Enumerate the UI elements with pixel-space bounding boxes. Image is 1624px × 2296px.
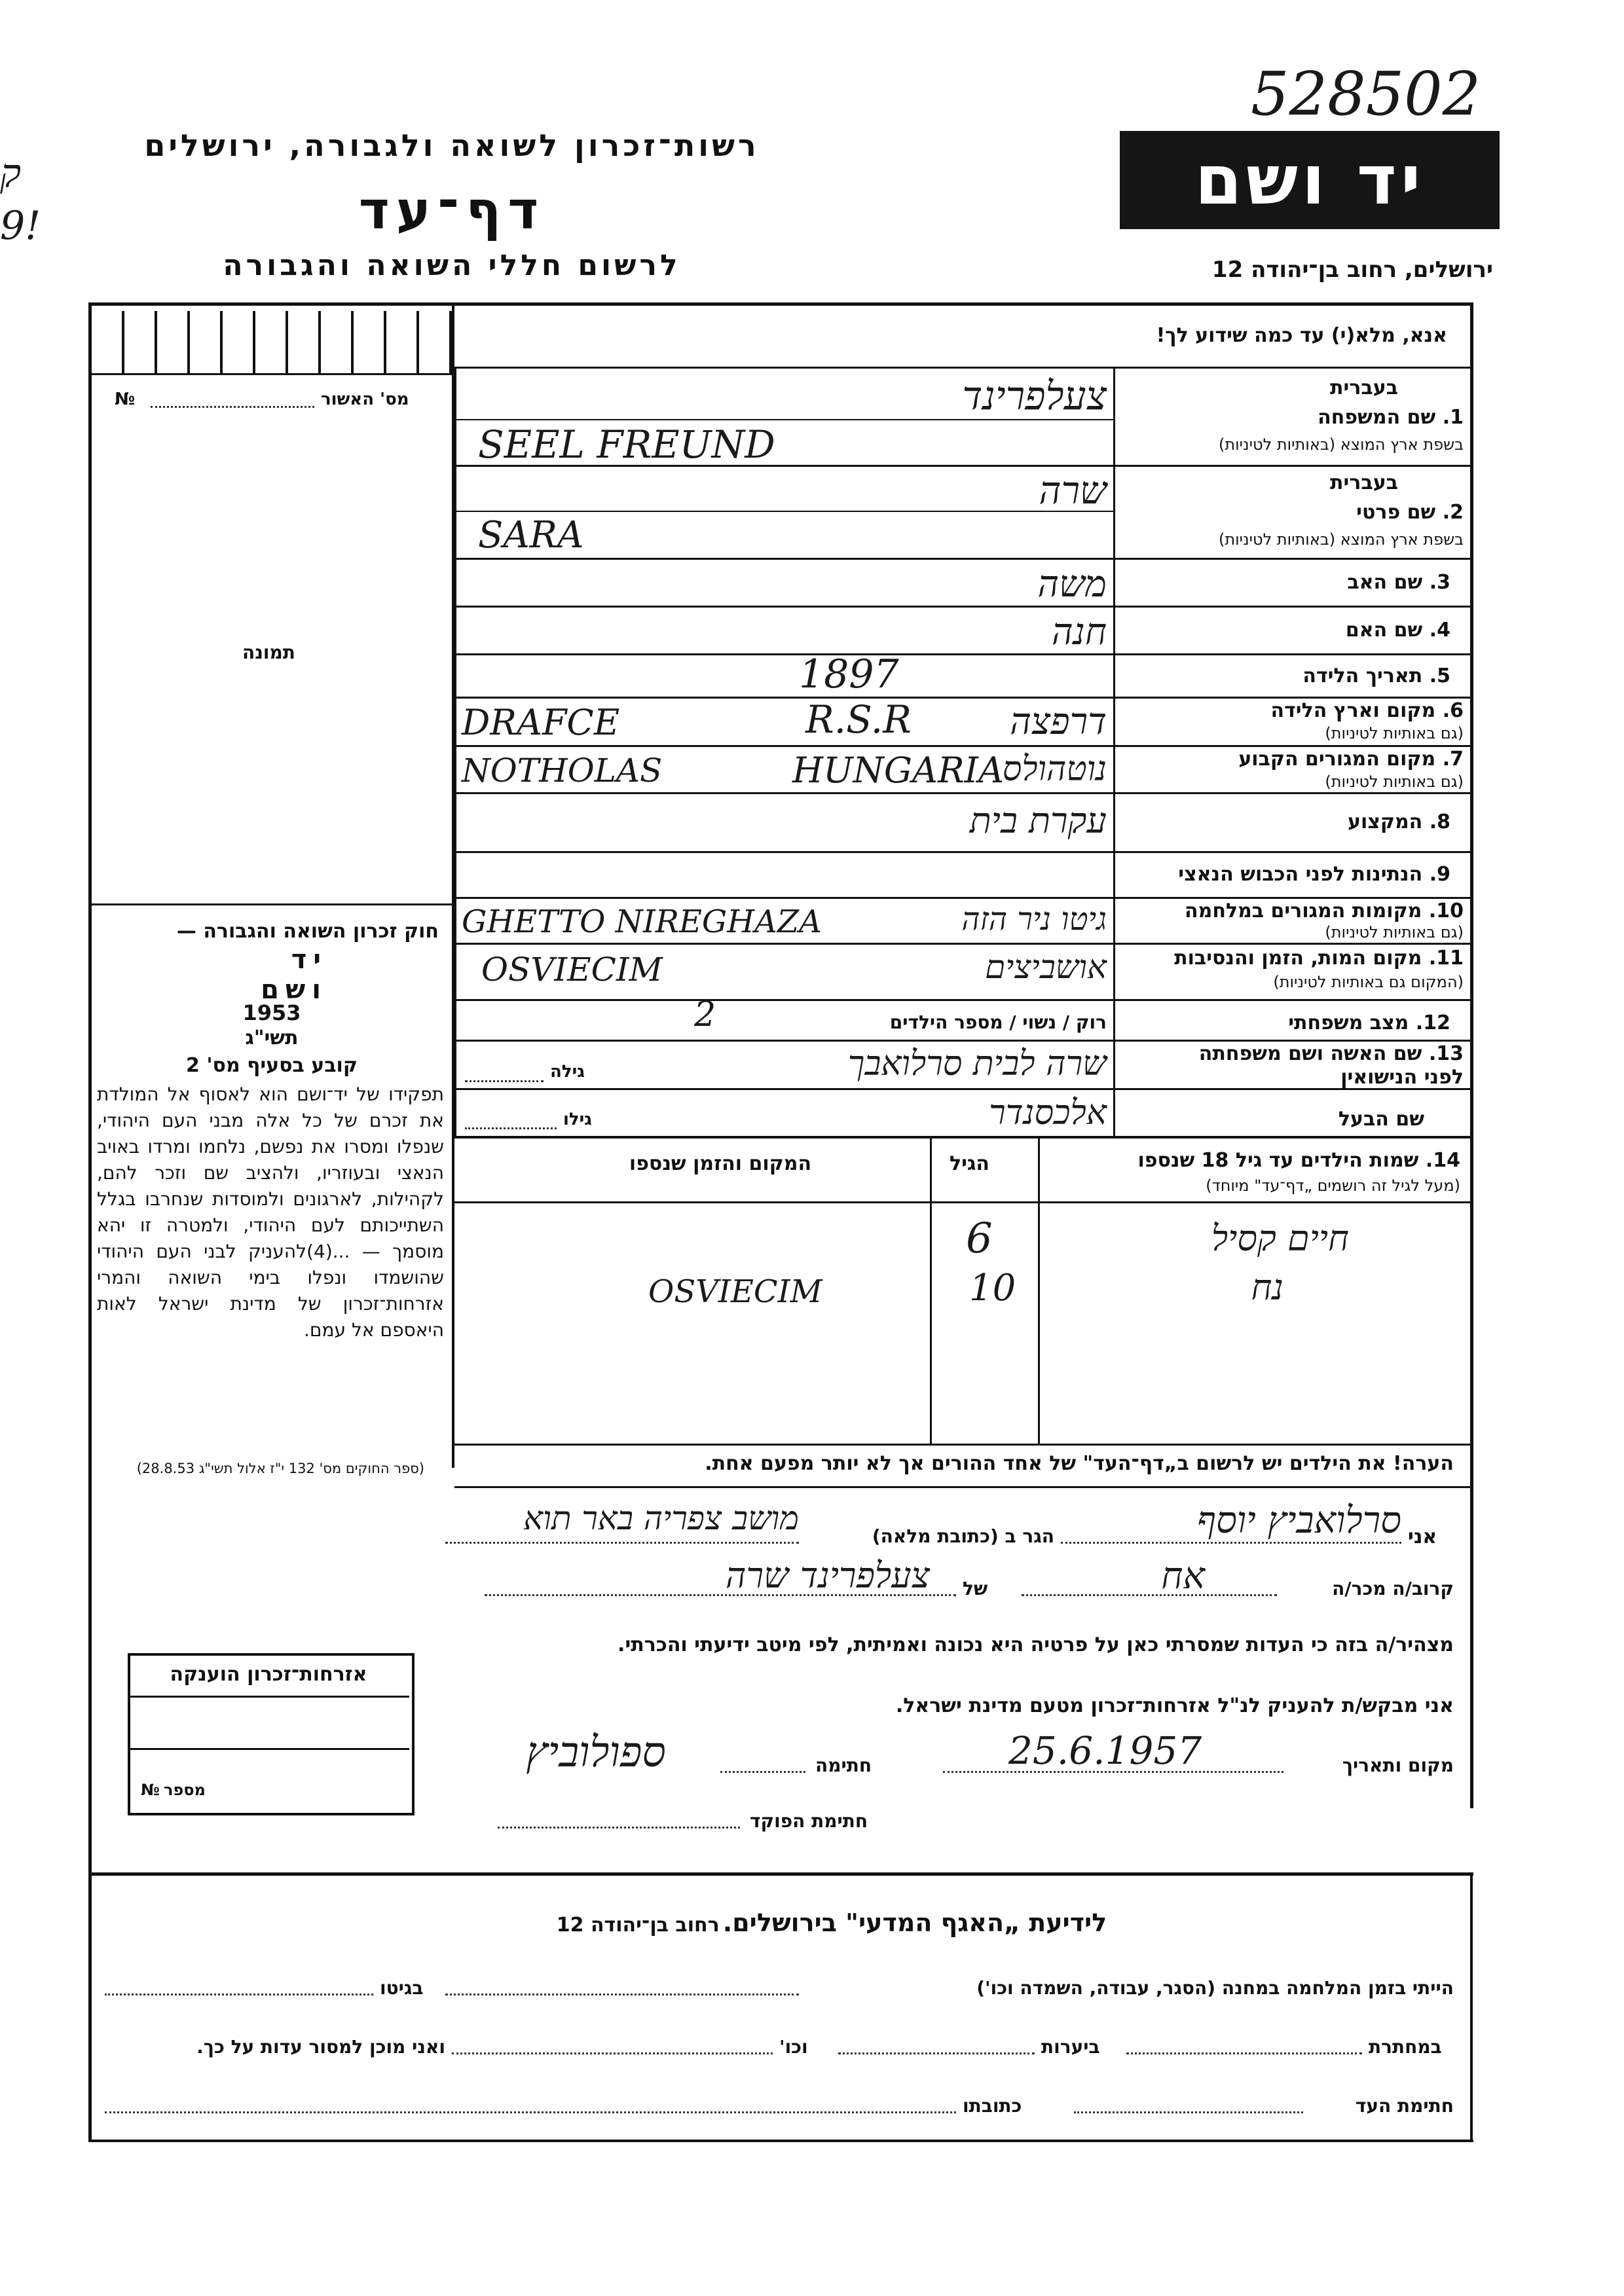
footer-witness-signature-label: חתימת העד	[1355, 2095, 1454, 2117]
birth-date[interactable]: 1897	[799, 651, 899, 697]
husband-age-label: גילו	[563, 1110, 592, 1129]
row-line	[454, 558, 1473, 560]
declarant-resident-label: הגר ב (כתובת מלאה)	[872, 1525, 1054, 1547]
death-place-latin[interactable]: OSVIECIM	[481, 951, 663, 989]
intro-text: אנא, מלא(י) עד כמה שידוע לך!	[1156, 324, 1447, 347]
field-1-sublabel: בשפת ארץ המוצא (באותיות לטיניות)	[1219, 435, 1464, 454]
citizenship-number-label: מספר	[164, 1781, 206, 1799]
footer-line1-ghetto: בגיטו	[380, 1977, 424, 1999]
children-header-line	[454, 1201, 1473, 1203]
husband-label: שם הבעל	[1338, 1108, 1424, 1131]
declarant-i-label: אני	[1408, 1525, 1437, 1548]
declarant-name[interactable]: סרלואביץ יוסף	[1196, 1499, 1401, 1542]
wife-maiden-name[interactable]: שרה לבית סרלואבך	[847, 1044, 1107, 1084]
law-year-hebrew: תשי"ג	[245, 1027, 299, 1049]
row-line	[454, 897, 1473, 899]
approval-number-mark: №	[115, 390, 136, 409]
document-number: 528502	[1251, 59, 1481, 129]
field-2-number: 2.	[1442, 501, 1464, 524]
wartime-residence-hebrew[interactable]: גיטו ניר הזה	[961, 901, 1107, 938]
field-1-lang: בעברית	[1330, 376, 1398, 399]
official-signature-label: חתימת הפוקד	[750, 1810, 868, 1832]
residence-hebrew[interactable]: נוטהולס	[1002, 750, 1107, 789]
footer-camp-line[interactable]	[445, 1994, 799, 1995]
field-7-label-block: 7. מקום המגורים הקבוע (גם באותיות לטיניות)	[1238, 748, 1464, 791]
row-line	[454, 999, 1473, 1001]
birthplace-hebrew[interactable]: דרפצה	[1010, 701, 1107, 743]
row-line	[454, 606, 1473, 608]
first-name-hebrew[interactable]: שרה	[1039, 468, 1107, 513]
footer-line2-forests: ביערות	[1041, 2036, 1100, 2058]
note-text: הערה! את הילדים יש לרשום ב„דף־העד" של אחד ההורים אך לא יותר מפעם אחת.	[705, 1452, 1454, 1475]
margin-marks: ק 9!	[0, 151, 41, 249]
residence-latin[interactable]: NOTHOLAS	[462, 752, 663, 790]
footer-line2-etc: וכו'	[779, 2036, 808, 2058]
field-10-label-block: 10. מקומות המגורים במלחמה (גם באותיות לטיניות)	[1185, 900, 1464, 941]
citizenship-box-divider	[130, 1748, 409, 1750]
frame-bottom	[88, 1872, 1473, 1876]
row-line	[454, 1136, 1473, 1139]
child-1-name[interactable]: חיים קסיל	[1211, 1218, 1349, 1259]
citizenship-box-divider	[130, 1696, 409, 1698]
row-line	[454, 943, 1473, 945]
footer-underground-line[interactable]	[1126, 2052, 1362, 2054]
code-box-strip	[92, 311, 452, 375]
of-name[interactable]: צעלפרינד שרה	[725, 1555, 930, 1596]
value-area-left	[454, 367, 456, 1136]
wife-age-label: גילה	[550, 1062, 585, 1082]
footer-address: רחוב בן־יהודה 12	[556, 1914, 720, 1937]
relation-value[interactable]: אח	[1161, 1555, 1205, 1597]
row-line	[454, 851, 1473, 853]
footer-etc-line[interactable]	[452, 2052, 773, 2054]
field-2-lang: בעברית	[1330, 471, 1398, 494]
first-name-latin[interactable]: SARA	[478, 514, 584, 556]
declarant-address[interactable]: מושב צפריה באר תוא	[523, 1499, 799, 1537]
footer-address-label: כתובתו	[963, 2095, 1022, 2117]
field-2-sublabel: בשפת ארץ המוצא (באותיות לטיניות)	[1219, 530, 1464, 549]
law-year-number: 1953	[242, 1000, 301, 1025]
family-name-latin[interactable]: SEEL FREUND	[478, 422, 775, 467]
org-line: רשות־זכרון לשואה ולגבורה, ירושלים	[144, 128, 760, 163]
footer-address-line[interactable]	[105, 2111, 956, 2113]
of-label: של	[963, 1578, 988, 1599]
children-bottom-line	[454, 1444, 1473, 1446]
footer-frame-bottom	[88, 2140, 1473, 2142]
request-text: אני מבקש/ת להעניק לנ"ל אזרחות־זכרון מטעם מדינת ישראל.	[895, 1694, 1454, 1717]
frame-left	[88, 302, 92, 2142]
field-8-label: 8. המקצוע	[1347, 811, 1450, 833]
field-2-label: שם פרטי	[1356, 501, 1436, 524]
declarant-address-line[interactable]	[445, 1542, 799, 1544]
row-line	[454, 653, 1473, 655]
declarant-name-line[interactable]	[1061, 1542, 1401, 1544]
footer-line1-camp: הייתי בזמן המלחמה במחנה (הסגר, עבודה, השמדה וכו')	[976, 1977, 1454, 1999]
testimony-date[interactable]: 25.6.1957	[1008, 1728, 1202, 1773]
field-4-label: 4. שם האם	[1345, 619, 1450, 642]
row-line	[454, 792, 1473, 794]
field-3-label: 3. שם האב	[1347, 571, 1450, 594]
header-address: ירושלים, רחוב בן־יהודה 12	[1211, 257, 1493, 283]
field-9-label: 9. הנתינות לפני הכבוש הנאצי	[1178, 863, 1450, 886]
child-2-name[interactable]: נח	[1251, 1267, 1283, 1308]
children-col-line	[1038, 1136, 1040, 1444]
frame-right	[1470, 302, 1473, 1808]
place-date-label: מקום ותאריך	[1342, 1755, 1454, 1776]
birthplace-latin[interactable]: DRAFCE	[462, 702, 620, 743]
signature[interactable]: ספולוביץ	[526, 1728, 666, 1777]
child-2-place[interactable]: OSVIECIM	[648, 1273, 822, 1310]
form-subtitle: לרשום חללי השואה והגבורה	[223, 249, 681, 282]
children-place-header: המקום והזמן שנספו	[629, 1152, 812, 1175]
death-place-hebrew[interactable]: אושביצים	[985, 948, 1107, 986]
approval-number-line[interactable]	[151, 406, 314, 408]
law-name: יד ושם	[216, 956, 327, 994]
footer-title-text: לידיעת „האגף המדעי" בירושלים.	[722, 1908, 1107, 1937]
row-line	[454, 1040, 1473, 1042]
footer-frame-right	[1470, 1872, 1473, 2141]
footer-line2-underground: במחתרת	[1369, 2036, 1442, 2058]
marital-status-options[interactable]: רוק / נשוי / מספר הילדים	[889, 1011, 1107, 1033]
law-source: (ספר החוקים מס' 132 י"ז אלול תשי"ג 28.8.53)	[136, 1461, 424, 1476]
row-line	[454, 697, 1473, 699]
frame-top	[88, 302, 1473, 306]
citizenship-number-mark: №	[141, 1781, 160, 1799]
field-2-label-block	[1116, 471, 1464, 556]
photo-area-bottom	[92, 903, 452, 905]
note-bottom-line	[454, 1486, 1473, 1488]
form-title: דף־עד	[358, 180, 545, 241]
official-signature-line[interactable]	[498, 1827, 740, 1829]
yad-vashem-logo: יד ושם	[1120, 131, 1500, 229]
child-2-age[interactable]: 10	[969, 1267, 1016, 1309]
children-age-header: הגיל	[950, 1152, 989, 1175]
husband-age-line[interactable]	[465, 1127, 557, 1129]
row-line	[454, 1088, 1473, 1090]
children-label: 14. שמות הילדים עד גיל 18 שנספו	[1137, 1149, 1460, 1172]
profession[interactable]: עקרת בית	[969, 800, 1107, 841]
intro-divider	[454, 367, 1473, 369]
children-col-line	[930, 1136, 932, 1444]
row-line	[454, 419, 1113, 420]
field-5-label: 5. תאריך הלידה	[1302, 665, 1450, 687]
approval-number-label: מס' האשור	[321, 390, 409, 409]
row-line	[454, 745, 1473, 747]
wife-age-line[interactable]	[465, 1080, 544, 1082]
wartime-residence-latin[interactable]: GHETTO NIREGHAZA	[462, 903, 822, 940]
field-6-label-block: 6. מקום וארץ הלידה (גם באותיות לטיניות)	[1270, 699, 1464, 742]
field-12-label: 12. מצב משפחתי	[1288, 1011, 1450, 1034]
child-1-age[interactable]: 6	[966, 1214, 993, 1263]
law-body: תפקידו של יד־ושם הוא לאסוף אל המולדת את זכרם של כל אלה מבני העם היהודי, שנפלו ומסרו את נפשם, נלחמו ומרדו באויב הנאצי ובעוזריו, ולהציב שם וזכר להם, לקהילות, לארגונים ולמוסדות שנחרבו בגלל השתייכותם לעם היהודי, ולמטרה זו יהא מוסמך — ...(4)להעניק לבני העם היהודי שהושמדו ונפלו בימי השואה והמרי אזרחות־זכרון של מדינת ישראל לאות היאספם אל עמם.	[97, 1084, 444, 1341]
field-1-label-block	[1116, 376, 1464, 465]
field-1-label: שם המשפחה	[1318, 406, 1436, 429]
field-13-label-block: 13. שם האשה ושם משפחתה לפני הנישואין	[1198, 1042, 1464, 1089]
children-count[interactable]: 2	[694, 995, 716, 1034]
family-name-hebrew[interactable]: צעלפרינד	[962, 373, 1107, 419]
father-name[interactable]: משה	[1037, 563, 1107, 606]
photo-label: תמונה	[242, 642, 295, 663]
declaration-text: מצהיר/ה בזה כי העדות שמסרתי כאן על פרטיה היא נכונה ואמיתית, לפי מיטב ידיעתי והכרתי.	[618, 1633, 1454, 1656]
field-1-number: 1.	[1442, 406, 1464, 429]
field-11-label-block: 11. מקום המות, הזמן והנסיבות (המקום גם באותיות לטיניות)	[1174, 947, 1464, 991]
mother-name[interactable]: חנה	[1051, 611, 1107, 653]
relative-label: קרוב/ה מכר/ה	[1332, 1578, 1454, 1599]
law-title: חוק זכרון השואה והגבורה —	[176, 920, 439, 943]
signature-label: חתימה	[815, 1755, 872, 1776]
footer-forests-line[interactable]	[838, 2052, 1035, 2054]
residence-country[interactable]: HUNGARIA	[792, 750, 1004, 791]
children-label-block	[1041, 1149, 1460, 1201]
footer-title	[471, 1908, 1192, 1937]
husband-name[interactable]: אלכסנדר	[989, 1093, 1107, 1133]
law-clause: קובע בסעיף מס' 2	[186, 1054, 358, 1077]
birthplace-country[interactable]: R.S.R	[805, 697, 912, 742]
citizenship-box-title: אזרחות־זכרון הוענקה	[170, 1663, 367, 1686]
children-sublabel: (מעל לגיל זה רושמים „דף־עד" מיוחד)	[1206, 1176, 1460, 1195]
footer-ghetto-line[interactable]	[105, 1994, 373, 1995]
footer-witness-signature-line[interactable]	[1074, 2111, 1303, 2113]
label-column-divider	[1113, 367, 1115, 1136]
footer-line2-statement: ואני מוכן למסור עדות על כך.	[196, 2036, 445, 2058]
